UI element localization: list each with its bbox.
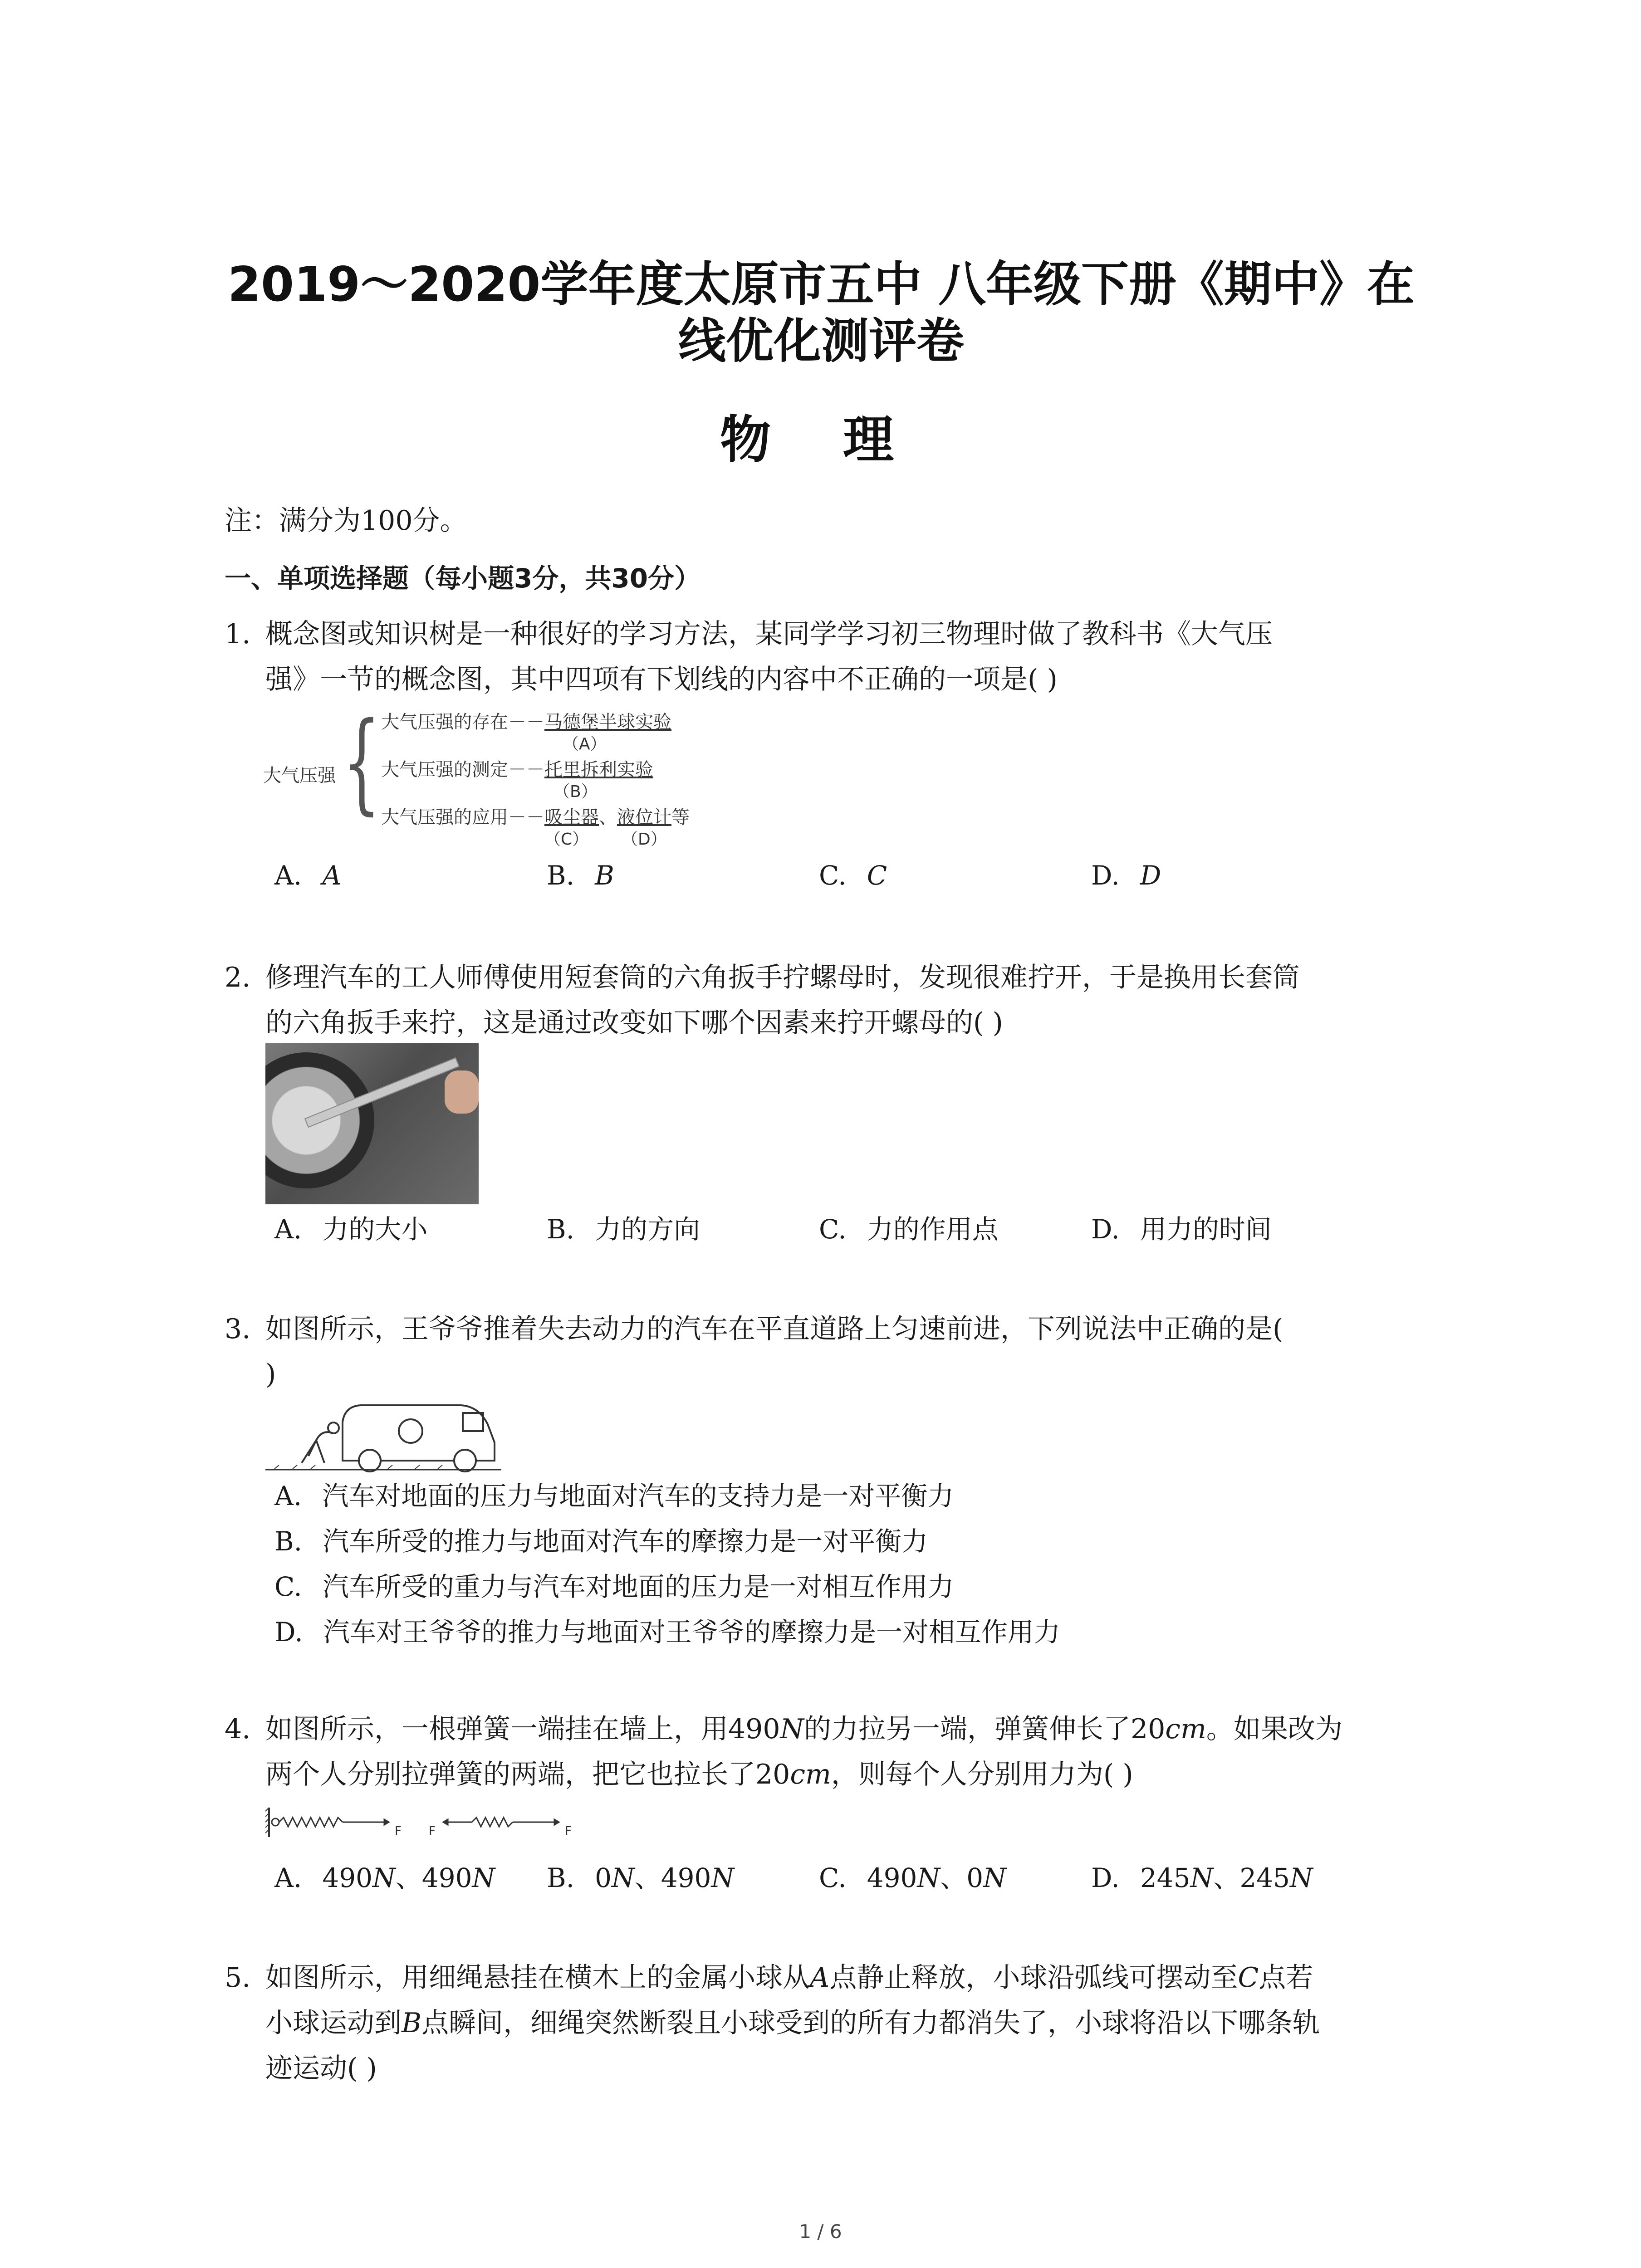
question-3-text-line-2: ) bbox=[265, 1359, 276, 1390]
concept-tag-b: （B） bbox=[554, 782, 598, 801]
atmospheric-pressure-concept-diagram bbox=[263, 699, 740, 848]
question-3-number: 3. bbox=[225, 1313, 251, 1345]
q3-option-a[interactable]: A. 汽车对地面的压力与地面对汽车的支持力是一对平衡力 bbox=[274, 1481, 954, 1511]
q1-option-a[interactable]: A. A bbox=[274, 860, 342, 891]
question-5-text-line-3: 迹运动( ) bbox=[265, 2053, 377, 2084]
question-2-text-line-1: 修理汽车的工人师傅使用短套筒的六角扳手拧螺母时，发现很难拧开，于是换用长套筒 bbox=[265, 962, 1300, 993]
question-1-text-line-2: 强》一节的概念图，其中四项有下划线的内容中不正确的一项是( ) bbox=[265, 664, 1058, 695]
q3-option-d[interactable]: D. 汽车对王爷爷的推力与地面对王爷爷的摩擦力是一对相互作用力 bbox=[274, 1617, 1060, 1647]
concept-row-3-item-1: 吸尘器 bbox=[544, 807, 599, 828]
q4-option-a[interactable]: A. 490N、490N bbox=[274, 1862, 495, 1893]
q2-option-c[interactable]: C. 力的作用点 bbox=[819, 1214, 999, 1245]
force-label-2: F bbox=[429, 1824, 436, 1838]
question-1-number: 1. bbox=[225, 618, 251, 650]
force-label-1: F bbox=[395, 1824, 402, 1838]
question-1-text-line-1: 概念图或知识树是一种很好的学习方法，某同学学习初三物理时做了教科书《大气压 bbox=[265, 618, 1273, 650]
q3-option-c[interactable]: C. 汽车所受的重力与汽车对地面的压力是一对相互作用力 bbox=[274, 1571, 954, 1602]
force-label-3: F bbox=[565, 1824, 572, 1838]
concept-tag-c: （C） bbox=[544, 830, 589, 849]
q2-option-a[interactable]: A. 力的大小 bbox=[274, 1214, 428, 1245]
q2-option-d[interactable]: D. 用力的时间 bbox=[1091, 1214, 1272, 1245]
concept-root: 大气压强 bbox=[263, 765, 336, 786]
hand-icon bbox=[445, 1070, 479, 1114]
q4-option-b[interactable]: B. 0N、490N bbox=[547, 1862, 735, 1893]
q1-option-c[interactable]: C. C bbox=[819, 860, 887, 891]
brace-icon: { bbox=[343, 699, 381, 826]
concept-row-3-item-2: 液位计 bbox=[617, 807, 671, 828]
concept-row-1-item: 马德堡半球实验 bbox=[544, 712, 671, 733]
wheel-wrench-photo bbox=[265, 1043, 479, 1204]
q1-option-d[interactable]: D. D bbox=[1091, 860, 1161, 891]
concept-tag-a: （A） bbox=[563, 735, 607, 753]
concept-row-3-sep: 、 bbox=[599, 807, 617, 828]
concept-tag-d: （D） bbox=[622, 830, 667, 849]
concept-row-3 bbox=[381, 803, 690, 829]
page-number: 1 / 6 bbox=[799, 2220, 842, 2243]
concept-row-2-item: 托里拆利实验 bbox=[544, 759, 653, 780]
man-pushing-van-figure bbox=[265, 1397, 501, 1474]
concept-row-3-suffix: 等 bbox=[671, 807, 690, 828]
question-4-text-line-1: 如图所示，一根弹簧一端挂在墙上，用490N的力拉另一端，弹簧伸长了20cm。如果改为 bbox=[265, 1713, 1342, 1745]
question-5-number: 5. bbox=[225, 1962, 251, 1994]
concept-row-2 bbox=[381, 755, 653, 781]
subject-heading: 物 理 bbox=[720, 410, 921, 469]
q3-option-b[interactable]: B. 汽车所受的推力与地面对汽车的摩擦力是一对平衡力 bbox=[274, 1526, 928, 1557]
question-5-text-line-2: 小球运动到B点瞬间，细绳突然断裂且小球受到的所有力都消失了，小球将沿以下哪条轨 bbox=[265, 2007, 1320, 2039]
page-title-line-2: 线优化测评卷 bbox=[678, 313, 964, 369]
q2-option-b[interactable]: B. 力的方向 bbox=[547, 1214, 700, 1245]
question-2-number: 2. bbox=[225, 962, 251, 993]
spring-force-figure bbox=[265, 1803, 674, 1844]
q4-option-c[interactable]: C. 490N、0N bbox=[819, 1862, 1006, 1893]
question-4-number: 4. bbox=[225, 1713, 251, 1745]
question-3-text-line-1: 如图所示，王爷爷推着失去动力的汽车在平直道路上匀速前进，下列说法中正确的是( bbox=[265, 1313, 1283, 1345]
question-4-text-line-2: 两个人分别拉弹簧的两端，把它也拉长了20cm，则每个人分别用力为( ) bbox=[265, 1759, 1133, 1790]
concept-row-1-prefix: 大气压强的存在－－ bbox=[381, 712, 544, 733]
concept-row-1 bbox=[381, 708, 671, 733]
q4-option-d[interactable]: D. 245N、245N bbox=[1091, 1862, 1313, 1893]
concept-row-2-prefix: 大气压强的测定－－ bbox=[381, 759, 544, 780]
question-2-text-line-2: 的六角扳手来拧，这是通过改变如下哪个因素来拧开螺母的( ) bbox=[265, 1007, 1003, 1039]
score-note: 注：满分为100分。 bbox=[225, 505, 467, 537]
section-heading: 一、单项选择题（每小题3分，共30分） bbox=[225, 563, 701, 594]
q1-option-b[interactable]: B. B bbox=[547, 860, 614, 891]
question-5-text-line-1: 如图所示，用细绳悬挂在横木上的金属小球从A点静止释放，小球沿弧线可摆动至C点若 bbox=[265, 1962, 1313, 1994]
concept-row-3-prefix: 大气压强的应用－－ bbox=[381, 807, 544, 828]
page-title-line-1: 2019～2020学年度太原市五中 八年级下册《期中》在 bbox=[227, 257, 1415, 312]
